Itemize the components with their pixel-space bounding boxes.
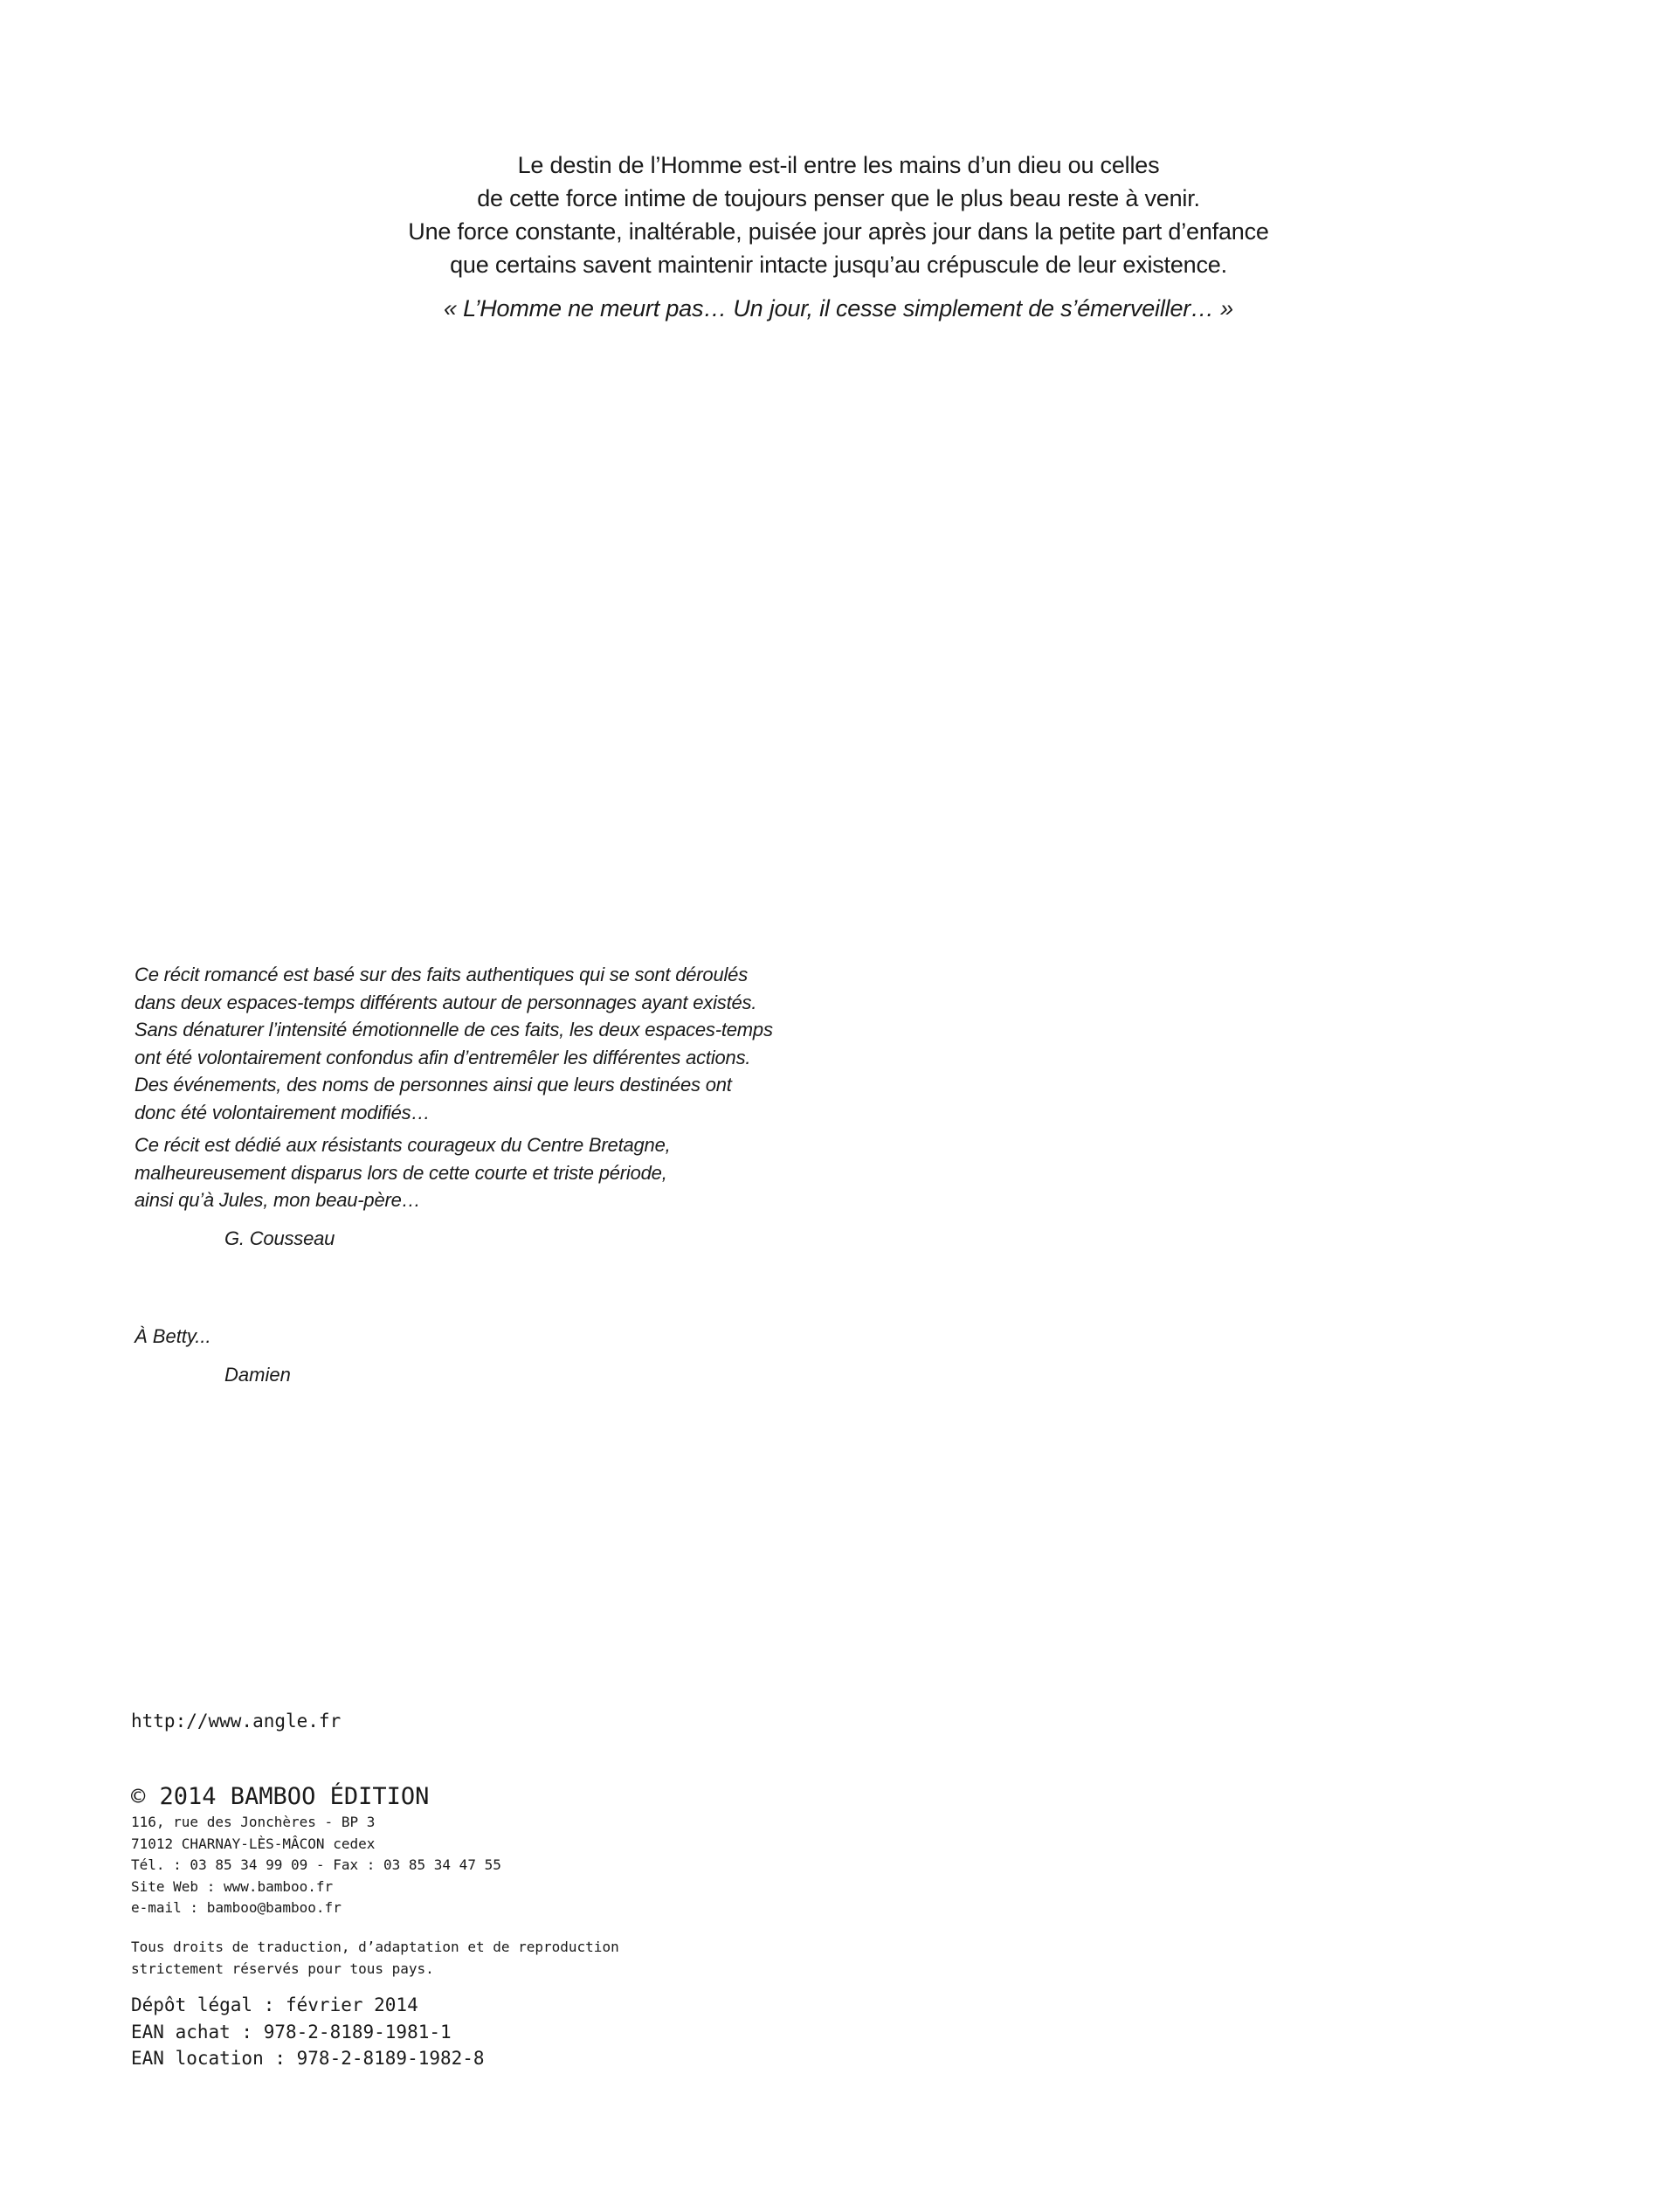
epigraph (0, 149, 1677, 325)
dedication-line: Ce récit est dédié aux résistants courageux du Centre Bretagne, (135, 1134, 671, 1156)
dedication-paragraph-1 (135, 961, 921, 1126)
epigraph-line: que certains savent maintenir intacte jusqu’au crépuscule de leur existence. (450, 252, 1227, 278)
dedication-line: dans deux espaces-temps différents autour de personnages ayant existés. (135, 991, 757, 1013)
rights-line: strictement réservés pour tous pays. (131, 1960, 434, 1977)
ean-rental: EAN location : 978-2-8189-1982-8 (131, 2048, 485, 2069)
address-line: 71012 CHARNAY-LÈS-MÂCON cedex (131, 1835, 376, 1852)
legal-deposit: Dépôt légal : février 2014 (131, 1994, 418, 2015)
artist-dedication (135, 1323, 659, 1388)
rights-line: Tous droits de traduction, d’adaptation et de reproduction (131, 1939, 619, 1955)
epigraph-line: Le destin de l’Homme est-il entre les mains d’un dieu ou celles (517, 152, 1160, 178)
dedication-line: ainsi qu’à Jules, mon beau-père… (135, 1189, 421, 1211)
address-line: 116, rue des Jonchères - BP 3 (131, 1814, 376, 1830)
dedication-line: malheureusement disparus lors de cette courte et triste période, (135, 1161, 667, 1184)
publisher-info (131, 1782, 501, 1919)
epigraph-line: de cette force intime de toujours penser que le plus beau reste à venir. (477, 185, 1200, 211)
epigraph-quote: « L’Homme ne meurt pas… Un jour, il cesse simplement de s’émerveiller… » (444, 295, 1233, 321)
dedication-line: Sans dénaturer l’intensité émotionnelle de ces faits, les deux espaces-temps (135, 1019, 773, 1040)
website-link[interactable]: http://www.angle.fr (131, 1711, 342, 1732)
artist-dedication-signature: Damien (224, 1363, 291, 1386)
epigraph-line: Une force constante, inaltérable, puisée jour après jour dans la petite part d’enfance (408, 218, 1269, 245)
artist-dedication-text: À Betty... (135, 1325, 211, 1347)
publisher-address (131, 1812, 501, 1919)
dedication-line: Des événements, des noms de personnes ainsi que leurs destinées ont (135, 1074, 732, 1096)
author-dedication (135, 961, 921, 1252)
copyright-notice: © 2014 BAMBOO ÉDITION (131, 1783, 430, 1810)
phone-fax-line: Tél. : 03 85 34 99 09 - Fax : 03 85 34 47 55 (131, 1856, 501, 1873)
site-web-line: Site Web : www.bamboo.fr (131, 1877, 334, 1895)
dedication-line: donc été volontairement modifiés… (135, 1101, 431, 1123)
dedication-line: ont été volontairement confondus afin d’entremêler les différentes actions. (135, 1046, 751, 1068)
dedication-line: Ce récit romancé est basé sur des faits authentiques qui se sont déroulés (135, 964, 749, 985)
rights-notice (131, 1937, 619, 1980)
ean-purchase: EAN achat : 978-2-8189-1981-1 (131, 2021, 452, 2043)
dedication-signature: G. Cousseau (224, 1227, 335, 1249)
legal-info (131, 1992, 485, 2072)
dedication-paragraph-2 (135, 1131, 921, 1214)
email-line: e-mail : bamboo@bamboo.fr (131, 1899, 342, 1916)
